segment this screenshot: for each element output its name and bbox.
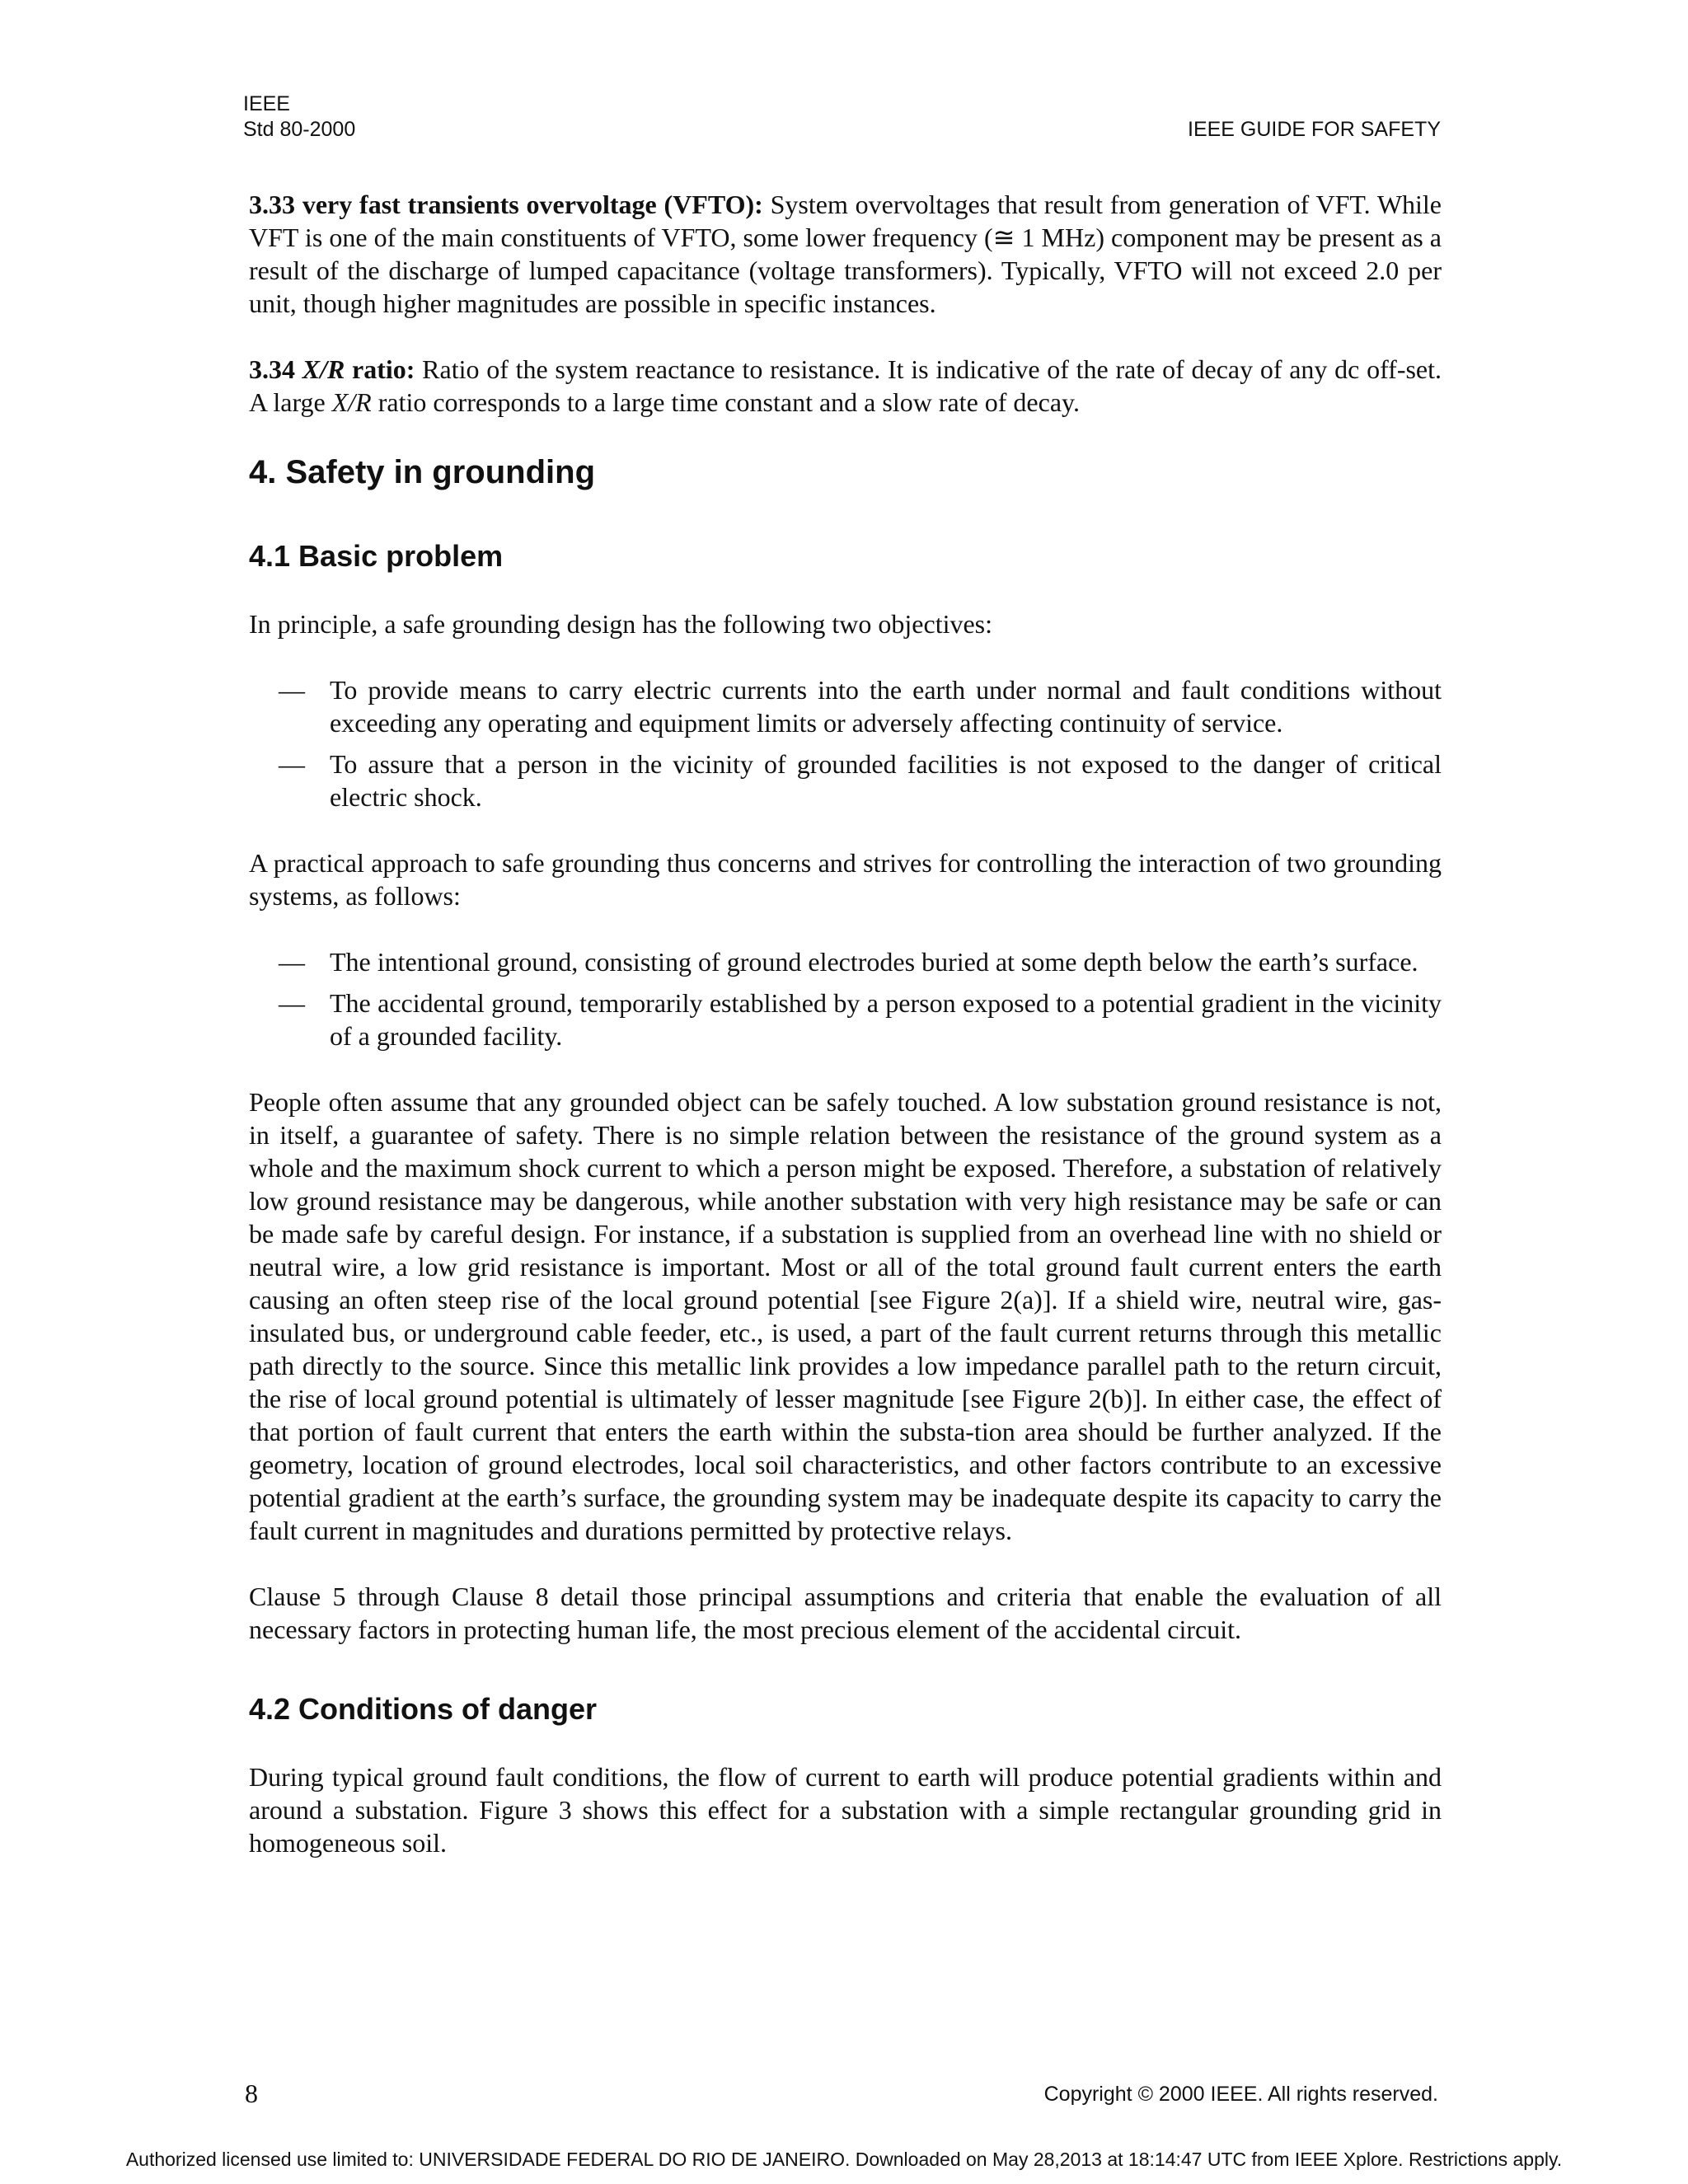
list-item (249, 945, 1442, 978)
section-heading-4-2: 4.2 Conditions of danger (249, 1692, 598, 1726)
dash-bullet: — (279, 749, 305, 779)
header-running-title: IEEE GUIDE FOR SAFETY (1188, 118, 1441, 141)
dash-bullet: — (279, 675, 305, 705)
definition-text: ratio corresponds to a large time constant and a slow rate of decay. (371, 387, 1080, 417)
dash-bullet: — (279, 988, 305, 1018)
paragraph-grounded-objects: People often assume that any grounded object can be safely touched. A low substation ground resistance is not, in itself, a guarantee of safety. There is no simple relation between the resistance of the ground system as a whole and the maximum shock current to which a person might be exposed. Therefore, a substation of relatively low ground resistance may be dangerous, while another substation with very high resistance may be safe or can be made safe by careful design. For instance, if a substation is supplied from an overhead line with no shield or neutral wire, a low grid resistance is important. Most or all of the total ground fault current enters the earth causing an often steep rise of the local ground potential [see Figure 2(a)]. If a shield wire, neutral wire, gas-insulated bus, or underground cable feeder, etc., is used, a part of the fault current returns through this metallic path directly to the source. Since this metallic link provides a low impedance parallel path to the return circuit, the rise of local ground potential is ultimately of lesser magnitude [see Figure 2(b)]. In either case, the effect of that portion of fault current that enters the earth within the substa-tion area should be further analyzed. If the geometry, location of ground electrodes, local soil characteristics, and other factors contribute to an excessive potential gradient at the earth’s surface, the grounding system may be inadequate despite its capacity to carry the fault current in magnitudes and durations permitted by protective relays. (249, 1087, 1442, 1545)
paragraph-4-1-intro: In principle, a safe grounding design has the following two objectives: (249, 609, 993, 639)
paragraph-approach: A practical approach to safe grounding thus concerns and strives for controlling the interaction of two grounding systems, as follows: (249, 848, 1442, 911)
definition-text-italic: X/R (331, 387, 372, 417)
list-item-text: The intentional ground, consisting of ground electrodes buried at some depth below the earth’s surface. (330, 947, 1418, 977)
definition-text: System overvoltages that result from generation of VFT. While VFT is one of the main constituents of VFTO, some lower frequency (≅ 1 MHz) component may be present as a result of the discharge of lumped capacitance (voltage transformers). Typically, VFTO will not exceed 2.0 per unit, though higher magnitudes are possible in specific instances. (249, 190, 1442, 318)
definition-3-33 (249, 188, 1442, 320)
definition-term: 3.33 very fast transients overvoltage (VFTO): (249, 190, 763, 219)
list-item (249, 748, 1442, 813)
dash-bullet: — (279, 947, 305, 977)
header-standard-number: Std 80-2000 (243, 118, 356, 141)
list-item-text: To provide means to carry electric currents into the earth under normal and fault conditions without exceeding any operating and equipment limits or adversely affecting continuity of service. (330, 675, 1442, 738)
list-item-text: The accidental ground, temporarily established by a person exposed to a potential gradient in the vicinity of a grounded facility. (330, 988, 1442, 1051)
grounding-systems-list (249, 945, 1442, 1052)
page-body (249, 188, 1442, 1859)
definition-3-34 (249, 353, 1442, 419)
list-item (249, 987, 1442, 1052)
paragraph-4-2: During typical ground fault conditions, the flow of current to earth will produce potential gradients within and around a substation. Figure 3 shows this effect for a substation with a simple rectangular grounding grid in homogeneous soil. (249, 1762, 1442, 1858)
list-item-text: To assure that a person in the vicinity of grounded facilities is not exposed to the danger of critical electric shock. (330, 749, 1442, 812)
objectives-list (249, 673, 1442, 813)
list-item (249, 673, 1442, 739)
section-heading-4-1: 4.1 Basic problem (249, 539, 504, 573)
license-watermark: Authorized licensed use limited to: UNIVERSIDADE FEDERAL DO RIO DE JANEIRO. Downloaded on May 28,2013 at 18:14:47 UTC from IEEE Xplore. Restrictions apply. (125, 2149, 1563, 2170)
page-number: 8 (245, 2079, 258, 2108)
definition-term: 3.34 X/R ratio: (249, 354, 415, 384)
section-heading-4: 4. Safety in grounding (249, 454, 596, 490)
definition-text: Ratio of the system reactance to resistance. It is indicative of the rate of decay of any dc off-set. A large (249, 354, 1442, 417)
paragraph-clauses: Clause 5 through Clause 8 detail those principal assumptions and criteria that enable the evaluation of all necessary factors in protecting human life, the most precious element of the accidental circuit. (249, 1582, 1442, 1644)
copyright-notice: Copyright © 2000 IEEE. All rights reserved. (1043, 2083, 1438, 2106)
header-org: IEEE (243, 92, 290, 115)
